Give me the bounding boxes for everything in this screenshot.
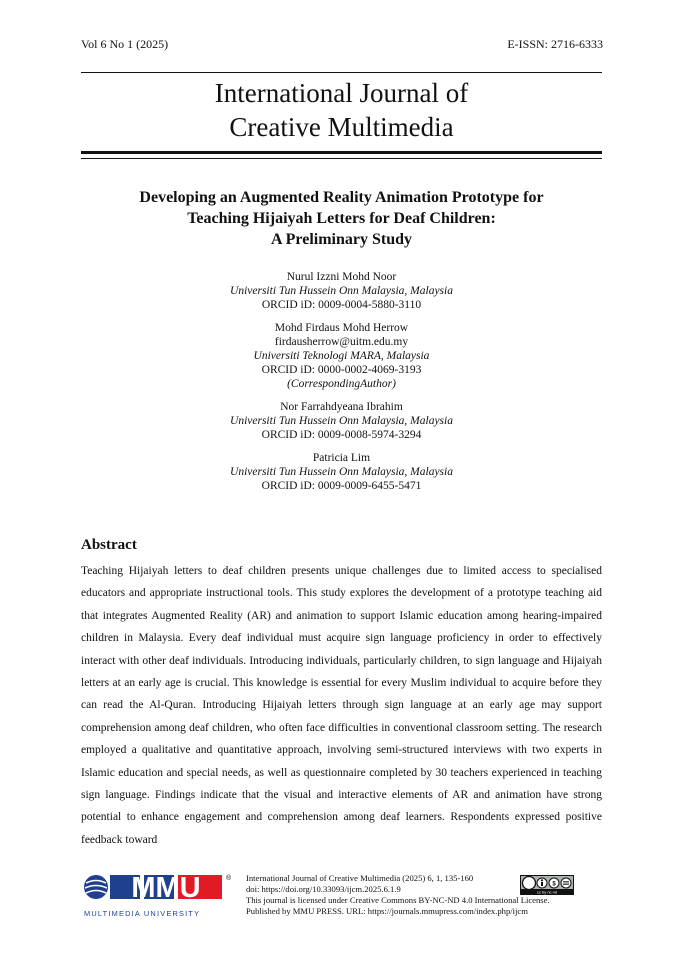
author-block [81,321,602,391]
publisher-line[interactable]: Published by MMU PRESS. URL: https://journals.mmupress.com/index.php/ijcm [246,906,528,916]
author-block [81,451,602,493]
author-orcid[interactable]: ORCID iD: 0009-0009-6455-5471 [261,480,422,492]
svg-text:$: $ [552,881,556,888]
footer-citation [246,873,550,917]
journal-title-line-1: International Journal of [214,78,469,108]
citation-line: International Journal of Creative Multimedia (2025) 6, 1, 135-160 [246,873,474,883]
mmu-logo [82,872,232,920]
svg-text:cc by nc nd: cc by nc nd [536,889,558,895]
author-name: Nurul Izzni Mohd Noor [286,271,397,283]
abstract-heading: Abstract [81,537,137,553]
journal-title-line-2: Creative Multimedia [229,112,454,142]
author-orcid[interactable]: ORCID iD: 0009-0004-5880-3110 [261,299,422,311]
svg-text:®: ® [226,875,232,882]
author-affiliation: Universiti Tun Hussein Onn Malaysia, Malaysia [230,415,453,427]
author-block [81,400,602,442]
cc-icon [523,877,536,890]
header-rule-thin [81,158,602,159]
abstract-text: Teaching Hijaiyah letters to deaf children presents unique challenges due to limited access to specialised educators and appropriate instructional tools. This study explores the development of a prototype teaching aid that integrates Augmented Reality (AR) and animation to support Islamic education among hearing-impaired children in Malaysia. Every deaf individual must acquire sign language proficiency in order to effectively interact with other deaf individuals. Introducing individuals, particularly children, to sign language and Hijaiyah letters at an early age is crucial. This knowledge is essential for every Muslim individual to acquire before they can read the Al-Quran. Introducing Hijaiyah letters through sign language at an early age may support comprehension among deaf children, who often face difficulties in conventional classroom setting. The research employed a qualitative and quantitative approach, involving semi-structured interviews with two experts in Islamic education and special needs, as well as questionnaire completed by 30 teachers experienced in teaching sign language. Findings indicate that the visual and interactive elements of AR and animation have strong potential to enhance engagement and comprehension among deaf learners. Respondents expressed positive feedback toward [81,565,602,846]
cc-license-badge[interactable] [520,875,574,895]
doi-link[interactable]: doi: https://doi.org/10.33093/ijcm.2025.6.1.9 [246,884,401,894]
mmu-logo-text: MMU [131,872,201,904]
title-line: A Preliminary Study [270,231,413,248]
author-name: Nor Farrahdyeana Ibrahim [280,401,403,413]
mmu-logo-subtext: MULTIMEDIA UNIVERSITY [84,909,201,918]
issn-label: E-ISSN: 2716-6333 [507,37,603,51]
license-line[interactable]: This journal is licensed under Creative Commons BY-NC-ND 4.0 International License. [246,895,550,905]
author-block [81,270,602,312]
author-affiliation: Universiti Tun Hussein Onn Malaysia, Malaysia [230,466,453,478]
author-orcid[interactable]: ORCID iD: 0000-0002-4069-3193 [261,364,422,376]
author-list [81,270,602,502]
author-name: Mohd Firdaus Mohd Herrow [274,322,409,334]
author-orcid[interactable]: ORCID iD: 0009-0008-5974-3294 [261,429,422,441]
header-rule-thick [81,151,602,154]
header-rule-top [81,72,602,73]
title-line: Teaching Hijaiyah Letters for Deaf Children: [187,210,496,227]
author-name: Patricia Lim [312,452,371,464]
corresponding-author-note: (CorrespondingAuthor) [287,378,396,390]
volume-label: Vol 6 No 1 (2025) [81,37,169,51]
author-email[interactable]: firdausherrow@uitm.edu.my [274,336,409,348]
nd-icon [561,878,571,888]
author-affiliation: Universiti Teknologi MARA, Malaysia [253,350,430,362]
title-line: Developing an Augmented Reality Animation Prototype for [139,189,544,206]
article-title [81,187,602,250]
journal-title [81,76,602,144]
author-affiliation: Universiti Tun Hussein Onn Malaysia, Malaysia [230,285,453,297]
